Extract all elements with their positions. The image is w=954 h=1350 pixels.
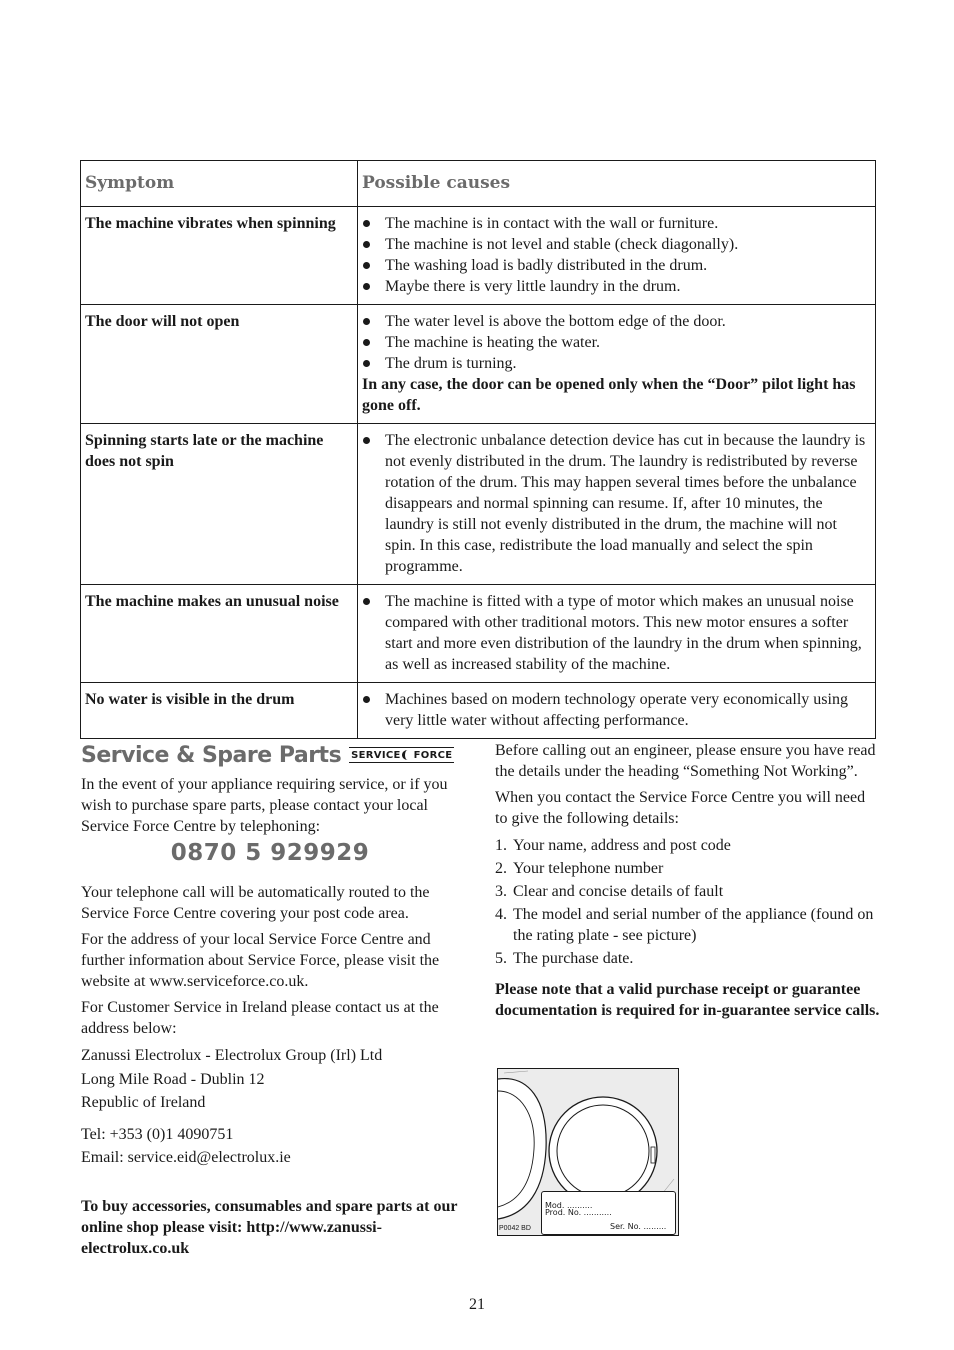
cause-item: The drum is turning.	[362, 353, 871, 374]
causes-list	[362, 591, 871, 675]
table-row	[81, 207, 876, 305]
symptom-cell: The machine vibrates when spinning	[81, 207, 358, 305]
causes-list	[362, 430, 871, 577]
ireland-address	[81, 1044, 459, 1115]
causes-cell	[358, 424, 876, 585]
list-item: 5. The purchase date.	[495, 950, 634, 967]
website-info: For the address of your local Service Force Centre and further information about Service Force, please visit the website at www.serviceforce.co.uk.	[81, 931, 440, 990]
causes-cell	[358, 683, 876, 739]
troubleshooting-table	[80, 160, 876, 739]
service-intro: In the event of your appliance requiring service, or if you wish to purchase spare parts, please contact your local Service Force Centre by telephoning:	[81, 776, 448, 835]
serial-number-field: Ser. No. .........	[610, 1222, 667, 1231]
table-row	[81, 305, 876, 424]
table-row	[81, 585, 876, 683]
receipt-note: Please note that a valid purchase receipt or guarantee documentation is required for in-guarantee service calls.	[495, 981, 880, 1019]
causes-list	[362, 689, 871, 731]
list-item: 4. The model and serial number of the appliance (found on the rating plate - see picture)	[495, 906, 874, 944]
service-section	[81, 740, 459, 1264]
section-title: Service & Spare Parts	[81, 742, 342, 768]
serviceforce-logo: SERVICE FORCE	[349, 747, 454, 763]
symptom-cell: Spinning starts late or the machine does not spin	[81, 424, 358, 585]
table-header-row	[81, 161, 876, 207]
product-number-field: Prod. No. ...........	[545, 1208, 612, 1217]
causes-cell	[358, 207, 876, 305]
cause-item: The machine is heating the water.	[362, 332, 871, 353]
cause-item: The electronic unbalance detection device has cut in because the laundry is not evenly distributed in the drum. The laundry is redistributed by reverse rotation of the drum. This may happen several times before the unbalance disappears and normal spinning can resume. If, after 10 minutes, the laundry is still not evenly distributed in the drum, the machine will not spin. In this case, redistribute the load manually and select the spin programme.	[362, 430, 871, 577]
ireland-intro: For Customer Service in Ireland please contact us at the address below:	[81, 999, 439, 1037]
details-intro: When you contact the Service Force Centre you will need to give the following details:	[495, 789, 866, 827]
list-item: 2. Your telephone number	[495, 860, 664, 877]
list-item: 1. Your name, address and post code	[495, 837, 731, 854]
illustration-code: P0042 BD	[499, 1225, 531, 1232]
cause-item: The machine is not level and stable (check diagonally).	[362, 234, 871, 255]
causes-cell	[358, 305, 876, 424]
contact-details-section	[495, 740, 880, 1026]
causes-list	[362, 213, 871, 297]
rating-plate-label	[541, 1191, 676, 1235]
address-line: Republic of Ireland	[81, 1094, 206, 1111]
table-row	[81, 424, 876, 585]
cause-item: Machines based on modern technology operate very economically using very little water without affecting performance.	[362, 689, 871, 731]
symptom-cell: The door will not open	[81, 305, 358, 424]
model-field: Mod. ..........	[545, 1201, 593, 1210]
ireland-email: Email: service.eid@electrolux.ie	[81, 1149, 291, 1166]
routing-text: Your telephone call will be automatically routed to the Service Force Centre covering your post code area.	[81, 884, 430, 922]
cause-item: The water level is above the bottom edge of the door.	[362, 311, 871, 332]
cause-item: The washing load is badly distributed in the drum.	[362, 255, 871, 276]
symptom-header: Symptom	[81, 161, 358, 207]
symptom-cell: No water is visible in the drum	[81, 683, 358, 739]
address-line: Zanussi Electrolux - Electrolux Group (Irl) Ltd	[81, 1047, 383, 1064]
cause-item: The machine is fitted with a type of motor which makes an unusual noise compared with other traditional motors. This new motor ensures a softer start and more even distribution of the laundry in the drum when spinning, as well as increased stability of the machine.	[362, 591, 871, 675]
section-heading	[81, 740, 459, 770]
causes-cell	[358, 585, 876, 683]
list-item: 3. Clear and concise details of fault	[495, 883, 724, 900]
details-list	[495, 835, 880, 969]
serviceforce-mark-icon	[402, 750, 413, 760]
possible-causes-header: Possible causes	[358, 161, 876, 207]
service-phone-number: 0870 5 929929	[170, 840, 370, 866]
ireland-telephone: Tel: +353 (0)1 4090751	[81, 1125, 234, 1143]
cause-item: The machine is in contact with the wall or furniture.	[362, 213, 871, 234]
cause-item: Maybe there is very little laundry in the drum.	[362, 276, 871, 297]
symptom-cell: The machine makes an unusual noise	[81, 585, 358, 683]
door-pilot-light-note: In any case, the door can be opened only when the “Door” pilot light has gone off.	[362, 376, 856, 414]
online-shop-text: To buy accessories, consumables and spare parts at our online shop please visit: http://www.zanussi-electrolux.co.uk	[81, 1197, 458, 1257]
address-line: Long Mile Road - Dublin 12	[81, 1070, 265, 1088]
causes-list	[362, 311, 871, 374]
page-number: 21	[469, 1296, 485, 1313]
table-row	[81, 683, 876, 739]
before-calling-text: Before calling out an engineer, please ensure you have read the details under the heading “Something Not Working”.	[495, 742, 876, 780]
